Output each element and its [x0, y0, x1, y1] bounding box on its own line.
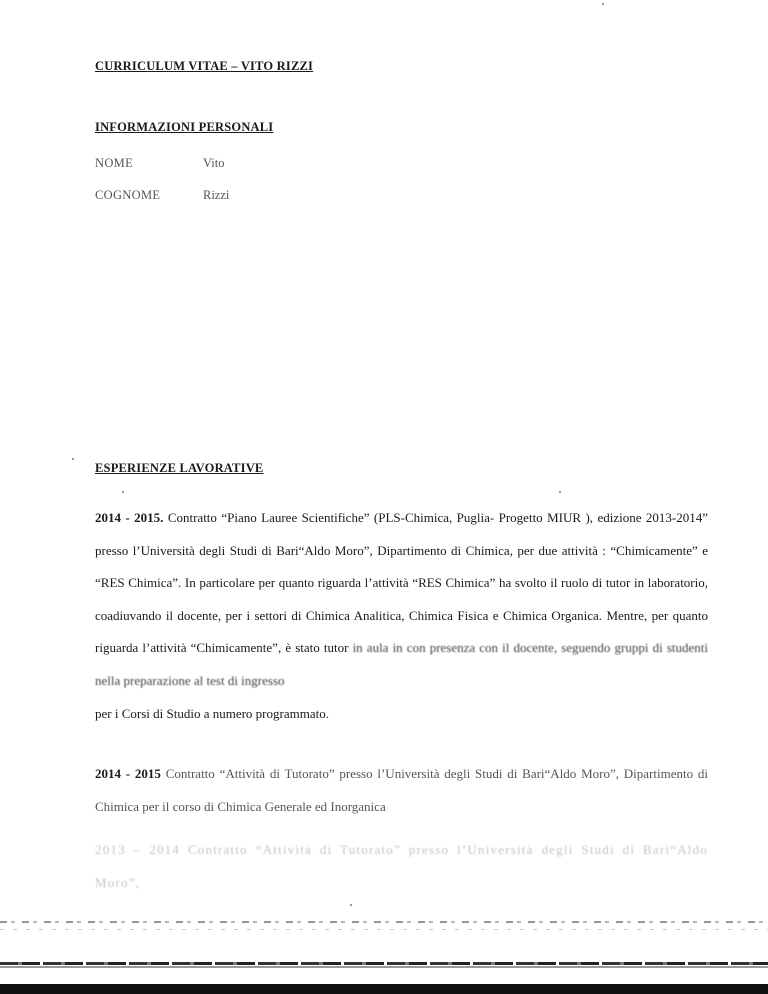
scan-speck: [122, 491, 124, 493]
experience-entry: [95, 502, 708, 730]
cognome-value: Rizzi: [203, 188, 230, 202]
scan-artifact: [0, 966, 768, 968]
scan-artifact: [0, 929, 768, 930]
entry-years: 2013 – 2014: [95, 842, 181, 857]
experience-entry-faded: [95, 834, 708, 899]
scan-speck: [602, 3, 604, 5]
cognome-label: COGNOME: [95, 188, 161, 202]
entry-text-tail: per i Corsi di Studio a numero programmato.: [95, 705, 329, 721]
scan-speck: [72, 458, 74, 460]
cv-title: CURRICULUM VITAE – VITO RIZZI: [95, 59, 314, 73]
scan-speck: [350, 904, 352, 906]
nome-label: NOME: [95, 156, 134, 170]
scan-speck: [559, 491, 561, 493]
entry-text-blurred: in aula in con presenza con il docente, seguendo gruppi di studenti nella preparazione al test di ingresso: [95, 640, 708, 688]
entry-years: 2014 - 2015: [95, 766, 161, 781]
entry-text: Contratto “Piano Lauree Scientifiche” (PLS-Chimica, Puglia- Progetto MIUR ), edizione 2013-2014” presso l’Università degli Studi di Bari“Aldo Moro”, Dipartimento di Chimica, per due attività : “Chimicamente” e “RES Chimica”. In particolare per quanto riguarda l’attività “RES Chimica” ha svolto il ruolo di tutor in laboratorio, coadiuvando il docente, per i settori di Chimica Analitica, Chimica Fisica e Chimica Organica. Mentre, per quanto riguarda l’attività “Chimicamente”, è stato tutor: [95, 510, 708, 656]
experience-heading: ESPERIENZE LAVORATIVE: [95, 461, 264, 475]
experience-entry: [95, 758, 708, 823]
scan-artifact: [0, 921, 768, 923]
scan-artifact: [0, 962, 768, 965]
entry-years: 2014 - 2015.: [95, 510, 164, 525]
nome-value: Vito: [203, 156, 225, 170]
personal-info-heading: INFORMAZIONI PERSONALI: [95, 120, 274, 134]
entry-text: Contratto “Attività di Tutorato” presso l’Università degli Studi di Bari“Aldo Moro”,: [95, 842, 709, 890]
entry-text: Contratto “Attività di Tutorato” presso l’Università degli Studi di Bari“Aldo Moro”, Dipartimento di Chimica per il corso di Chimica Generale ed Inorganica: [95, 766, 708, 814]
scan-edge: [0, 984, 768, 994]
